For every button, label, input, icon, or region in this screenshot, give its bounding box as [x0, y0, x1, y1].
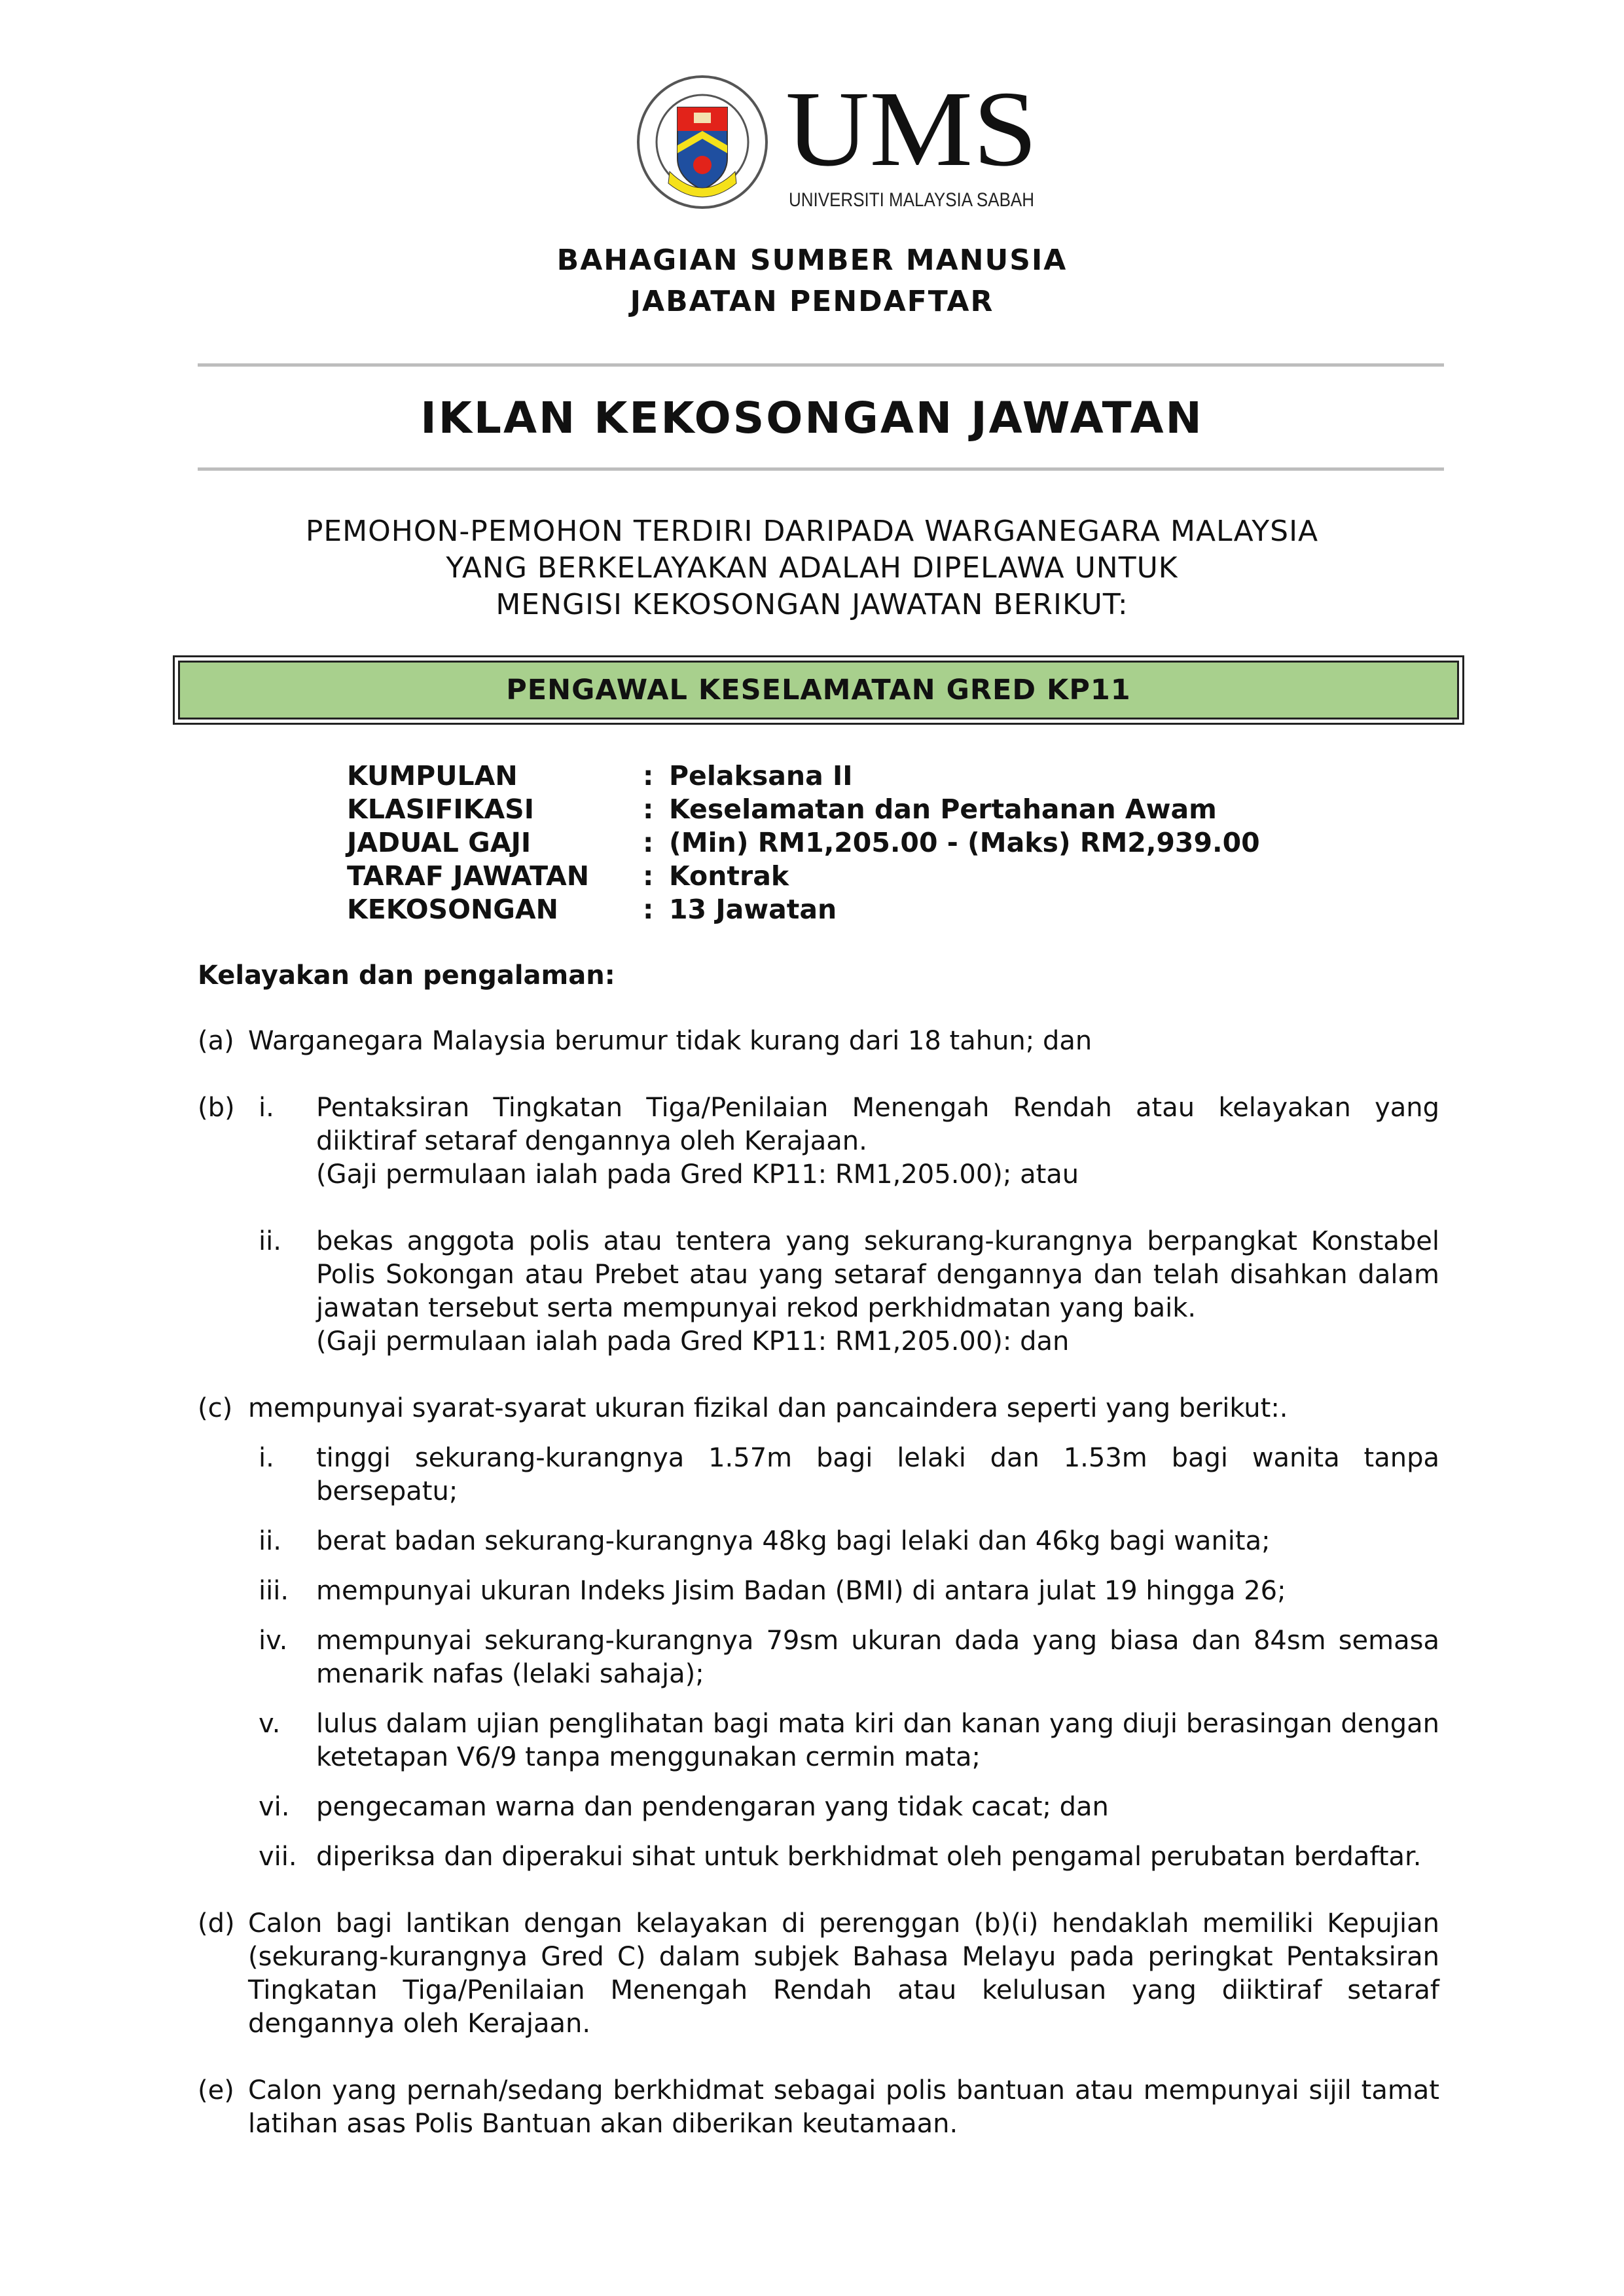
item-label: (d) [198, 1908, 235, 1939]
sub-item-label: i. [259, 1443, 274, 1473]
item-d-text: Calon bagi lantikan dengan kelayakan di perenggan (b)(i) hendaklah memiliki Kepujian (sekurang-kurangnya Gred C) dalam subjek Bahasa Melayu pada peringkat Pentaksiran Tingkatan Tiga/Penilaian Menengah Rendah atau kelulusan yang diiktiraf setaraf dengannya oleh Kerajaan. [248, 1908, 1439, 2039]
sub-item [259, 1442, 1439, 1508]
sub-item [259, 1575, 1439, 1608]
info-value: (Min) RM1,205.00 - (Maks) RM2,939.00 [669, 827, 1260, 858]
item-b [198, 1091, 1439, 1358]
ums-subtitle [785, 186, 1060, 212]
department-name: BAHAGIAN SUMBER MANUSIA [556, 244, 1068, 277]
item-b-ii-text: bekas anggota polis atau tentera yang sekurang-kurangnya berpangkat Konstabel Polis Sokongan atau Prebet atau yang setaraf dengannya dan telah disahkan dalam jawatan tersebut serta mempunyai rekod perkhidmatan yang baik. [316, 1226, 1439, 1323]
divider [198, 467, 1444, 471]
info-value: Kontrak [669, 860, 789, 892]
sub-item-label: iii. [259, 1576, 289, 1606]
info-label: KEKOSONGAN [347, 894, 558, 925]
info-label: JADUAL GAJI [347, 827, 532, 858]
intro-line: MENGISI KEKOSONGAN JAWATAN BERIKUT: [496, 588, 1128, 621]
qualification-heading: Kelayakan dan pengalaman: [198, 960, 615, 991]
sub-item-text: diperiksa dan diperakui sihat untuk berkhidmat oleh pengamal perubatan berdaftar. [316, 1842, 1422, 1872]
sub-item [259, 1624, 1439, 1691]
item-label: (c) [198, 1393, 233, 1423]
wordmark-text: UMS [785, 73, 1038, 181]
item-c-text: mempunyai syarat-syarat ukuran fizikal dan pancaindera seperti yang berikut:. [248, 1393, 1288, 1423]
subtitle-text: UNIVERSITI MALAYSIA SABAH [789, 189, 1034, 211]
sub-item-label: v. [259, 1709, 281, 1739]
qualifications-section [198, 959, 1439, 2174]
sub-item-text: mempunyai ukuran Indeks Jisim Badan (BMI) di antara julat 19 hingga 26; [316, 1576, 1286, 1606]
item-b-i-text: Pentaksiran Tingkatan Tiga/Penilaian Menengah Rendah atau kelayakan yang diiktiraf setaraf dengannya oleh Kerajaan. [316, 1093, 1439, 1156]
item-label: (e) [198, 2075, 234, 2105]
sub-item-label: iv. [259, 1626, 288, 1656]
item-b-subitems [259, 1091, 1439, 1358]
item-label: (b) [198, 1093, 235, 1123]
info-row [347, 826, 1260, 860]
salary-note: (Gaji permulaan ialah pada Gred KP11: RM1,205.00); atau [316, 1159, 1079, 1190]
intro-line: YANG BERKELAYAKAN ADALAH DIPELAWA UNTUK [446, 551, 1178, 585]
divider [198, 363, 1444, 367]
sub-item-body [316, 1225, 1439, 1358]
sub-item-text: lulus dalam ujian penglihatan bagi mata kiri dan kanan yang diuji berasingan dengan ketetapan V6/9 tanpa menggunakan cermin mata; [316, 1709, 1439, 1772]
university-seal-icon [632, 73, 776, 211]
sub-item-label: vii. [259, 1842, 297, 1872]
salary-note: (Gaji permulaan ialah pada Gred KP11: RM1,205.00): dan [316, 1326, 1070, 1357]
info-label: KLASIFIKASI [347, 793, 534, 825]
info-label: KUMPULAN [347, 760, 518, 792]
colon: : [643, 860, 654, 892]
info-row [347, 759, 1260, 793]
office-name: JABATAN PENDAFTAR [630, 285, 994, 318]
info-label: TARAF JAWATAN [347, 860, 590, 892]
item-label: (a) [198, 1026, 234, 1056]
info-value: Pelaksana II [669, 760, 853, 792]
sub-item [259, 1840, 1439, 1874]
item-e [198, 2074, 1439, 2141]
info-row [347, 793, 1260, 826]
sub-item [259, 1707, 1439, 1774]
info-row [347, 893, 1260, 926]
info-value: Keselamatan dan Pertahanan Awam [669, 793, 1217, 825]
ums-logo [632, 73, 1051, 214]
position-title: PENGAWAL KESELAMATAN GRED KP11 [178, 661, 1459, 720]
colon: : [643, 894, 654, 925]
item-a-text: Warganegara Malaysia berumur tidak kurang dari 18 tahun; dan [248, 1026, 1092, 1056]
sub-item-text: mempunyai sekurang-kurangnya 79sm ukuran dada yang biasa dan 84sm semasa menarik nafas (lelaki sahaja); [316, 1626, 1439, 1689]
sub-item-text: pengecaman warna dan pendengaran yang tidak cacat; dan [316, 1792, 1109, 1822]
intro-line: PEMOHON-PEMOHON TERDIRI DARIPADA WARGANEGARA MALAYSIA [305, 515, 1319, 548]
ums-wordmark [785, 73, 1060, 181]
sub-item-label: ii. [259, 1226, 281, 1256]
colon: : [643, 827, 654, 858]
info-row [347, 860, 1260, 893]
intro-text [0, 513, 1624, 623]
item-a [198, 1025, 1439, 1058]
colon: : [643, 760, 654, 792]
sub-item [259, 1225, 1439, 1358]
sub-item-text: berat badan sekurang-kurangnya 48kg bagi lelaki dan 46kg bagi wanita; [316, 1526, 1271, 1556]
item-c-subitems [198, 1442, 1439, 1874]
sub-item-label: i. [259, 1093, 274, 1123]
sub-item [259, 1525, 1439, 1558]
colon: : [643, 793, 654, 825]
item-c [198, 1392, 1439, 1425]
sub-item [259, 1091, 1439, 1192]
page-title: IKLAN KEKOSONGAN JAWATAN [420, 393, 1204, 443]
info-value: 13 Jawatan [669, 894, 837, 925]
sub-item [259, 1791, 1439, 1824]
sub-item-label: ii. [259, 1526, 281, 1556]
job-info-table [347, 759, 1260, 926]
sub-item-label: vi. [259, 1792, 290, 1822]
sub-item-text: tinggi sekurang-kurangnya 1.57m bagi lelaki dan 1.53m bagi wanita tanpa bersepatu; [316, 1443, 1439, 1506]
item-d [198, 1907, 1439, 2041]
sub-item-body [316, 1091, 1439, 1192]
position-title-box [173, 655, 1464, 725]
item-e-text: Calon yang pernah/sedang berkhidmat sebagai polis bantuan atau mempunyai sijil tamat latihan asas Polis Bantuan akan diberikan keutamaan. [248, 2075, 1439, 2139]
